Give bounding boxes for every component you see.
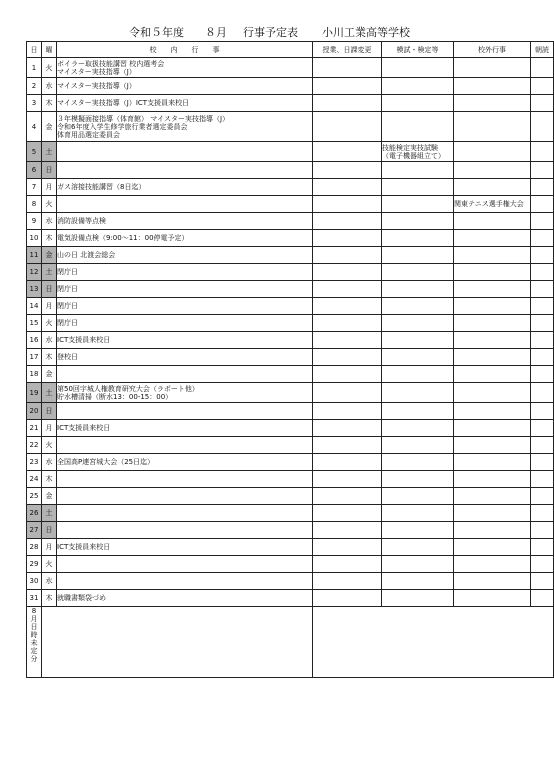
header-class-changes: 授業、日課変更 [313,42,382,58]
schedule-row [27,349,554,366]
outside-event-cell [454,95,531,112]
weekday-cell: 日 [42,281,57,298]
exam-cell [382,78,454,95]
page-title [0,26,539,40]
class-change-cell [313,539,382,556]
class-change-cell [313,247,382,264]
day-cell: 16 [27,332,42,349]
morning-reading-cell [531,281,554,298]
exam-cell [382,420,454,437]
morning-reading-cell [531,162,554,179]
outside-event-cell [454,383,531,403]
school-event-cell [57,522,313,539]
title-era-year: 令和５年度 [129,26,184,39]
schedule-table [26,41,554,678]
schedule-row [27,213,554,230]
day-cell: 4 [27,112,42,142]
school-event-cell [57,162,313,179]
day-cell: 22 [27,437,42,454]
morning-reading-cell [531,366,554,383]
class-change-cell [313,383,382,403]
exam-cell [382,95,454,112]
school-event-cell [57,471,313,488]
weekday-cell: 木 [42,230,57,247]
schedule-row [27,573,554,590]
day-cell: 1 [27,58,42,78]
exam-cell [382,366,454,383]
morning-reading-cell [531,196,554,213]
exam-cell [382,58,454,78]
exam-cell [382,213,454,230]
outside-event-cell [454,332,531,349]
schedule-row [27,420,554,437]
morning-reading-cell [531,454,554,471]
day-cell: 20 [27,403,42,420]
weekday-cell: 木 [42,471,57,488]
undetermined-label [27,607,42,678]
day-cell: 2 [27,78,42,95]
day-cell: 17 [27,349,42,366]
day-cell: 23 [27,454,42,471]
undetermined-label-char: 分 [30,655,38,663]
exam-cell: 技能検定実技試験 （電子機器組立て） [382,142,454,162]
class-change-cell [313,590,382,607]
title-school: 小川工業高等学校 [322,26,410,39]
day-cell: 24 [27,471,42,488]
outside-event-cell [454,488,531,505]
school-event-cell: 全国高P連宮城大会（25日迄） [57,454,313,471]
school-event-cell: 閉庁日 [57,298,313,315]
day-cell: 27 [27,522,42,539]
day-cell: 12 [27,264,42,281]
header-row [27,42,554,58]
undetermined-label-char: 定 [30,647,38,655]
school-event-cell [57,488,313,505]
weekday-cell: 水 [42,213,57,230]
exam-cell [382,247,454,264]
weekday-cell: 火 [42,315,57,332]
schedule-row [27,590,554,607]
weekday-cell: 月 [42,298,57,315]
schedule-row [27,78,554,95]
morning-reading-cell [531,78,554,95]
title-doc-name: 行事予定表 [243,26,298,39]
morning-reading-cell [531,264,554,281]
exam-cell [382,112,454,142]
undetermined-row [27,607,554,678]
weekday-cell: 水 [42,573,57,590]
outside-event-cell [454,78,531,95]
school-event-cell: 閉庁日 [57,315,313,332]
class-change-cell [313,58,382,78]
outside-event-cell [454,471,531,488]
outside-event-cell [454,179,531,196]
school-event-cell: マイスター実技指導（J） [57,78,313,95]
day-cell: 7 [27,179,42,196]
class-change-cell [313,264,382,281]
schedule-row [27,264,554,281]
schedule-row [27,196,554,213]
day-cell: 10 [27,230,42,247]
morning-reading-cell [531,230,554,247]
weekday-cell: 日 [42,403,57,420]
schedule-row [27,454,554,471]
schedule-row [27,383,554,403]
morning-reading-cell [531,522,554,539]
schedule-row [27,488,554,505]
school-event-cell: 山の日 北渡会総会 [57,247,313,264]
morning-reading-cell [531,315,554,332]
class-change-cell [313,437,382,454]
exam-cell [382,488,454,505]
class-change-cell [313,573,382,590]
class-change-cell [313,196,382,213]
outside-event-cell [454,315,531,332]
class-change-cell [313,230,382,247]
header-dow: 曜 [42,42,57,58]
outside-event-cell [454,505,531,522]
day-cell: 11 [27,247,42,264]
morning-reading-cell [531,298,554,315]
morning-reading-cell [531,471,554,488]
morning-reading-cell [531,437,554,454]
exam-cell [382,162,454,179]
schedule-row [27,556,554,573]
school-event-cell: 閉庁日 [57,281,313,298]
exam-cell [382,315,454,332]
exam-cell [382,454,454,471]
schedule-row [27,58,554,78]
weekday-cell: 金 [42,488,57,505]
schedule-row [27,142,554,162]
outside-event-cell [454,112,531,142]
exam-cell [382,230,454,247]
class-change-cell [313,556,382,573]
outside-event-cell [454,281,531,298]
day-cell: 9 [27,213,42,230]
schedule-row [27,471,554,488]
morning-reading-cell [531,213,554,230]
day-cell: 28 [27,539,42,556]
day-cell: 5 [27,142,42,162]
day-cell: 14 [27,298,42,315]
schedule-row [27,230,554,247]
day-cell: 15 [27,315,42,332]
day-cell: 13 [27,281,42,298]
exam-cell [382,383,454,403]
class-change-cell [313,179,382,196]
class-change-cell [313,349,382,366]
exam-cell [382,298,454,315]
day-cell: 19 [27,383,42,403]
morning-reading-cell [531,95,554,112]
weekday-cell: 日 [42,162,57,179]
class-change-cell [313,78,382,95]
exam-cell [382,437,454,454]
class-change-cell [313,213,382,230]
day-cell: 3 [27,95,42,112]
outside-event-cell [454,247,531,264]
day-cell: 18 [27,366,42,383]
weekday-cell: 木 [42,590,57,607]
school-event-cell [57,142,313,162]
class-change-cell [313,298,382,315]
day-cell: 21 [27,420,42,437]
weekday-cell: 土 [42,142,57,162]
weekday-cell: 火 [42,196,57,213]
class-change-cell [313,315,382,332]
morning-reading-cell [531,556,554,573]
weekday-cell: 木 [42,95,57,112]
schedule-row [27,522,554,539]
day-cell: 8 [27,196,42,213]
exam-cell [382,505,454,522]
morning-reading-cell [531,332,554,349]
school-event-cell [57,366,313,383]
morning-reading-cell [531,539,554,556]
exam-cell [382,471,454,488]
class-change-cell [313,505,382,522]
class-change-cell [313,112,382,142]
undetermined-other-cell [313,607,554,678]
exam-cell [382,573,454,590]
schedule-row [27,298,554,315]
morning-reading-cell [531,573,554,590]
class-change-cell [313,471,382,488]
schedule-row [27,505,554,522]
class-change-cell [313,420,382,437]
school-event-cell [57,196,313,213]
morning-reading-cell [531,590,554,607]
outside-event-cell [454,264,531,281]
schedule-row [27,247,554,264]
exam-cell [382,179,454,196]
weekday-cell: 月 [42,179,57,196]
weekday-cell: 火 [42,556,57,573]
undetermined-label-char: 8 [31,607,37,615]
school-event-cell: ボイラー取扱技能講習 校内選考会 マイスター実技指導（J） [57,58,313,78]
school-event-cell: マイスター実技指導（J）ICT支援員来校日 [57,95,313,112]
morning-reading-cell [531,505,554,522]
header-morning-reading: 朝読 [531,42,554,58]
outside-event-cell [454,403,531,420]
morning-reading-cell [531,58,554,78]
weekday-cell: 月 [42,420,57,437]
weekday-cell: 土 [42,383,57,403]
weekday-cell: 火 [42,58,57,78]
school-event-cell: ３年模擬面接指導（体育館） マイスター実技指導（J） 令和6年度入学生修学旅行業者選定委員会 体育用品選定委員会 [57,112,313,142]
schedule-row [27,437,554,454]
class-change-cell [313,142,382,162]
outside-event-cell [454,556,531,573]
exam-cell [382,332,454,349]
day-cell: 25 [27,488,42,505]
school-event-cell: 消防設備等点検 [57,213,313,230]
day-cell: 29 [27,556,42,573]
weekday-cell: 金 [42,112,57,142]
morning-reading-cell [531,112,554,142]
undetermined-events-cell [42,607,313,678]
class-change-cell [313,332,382,349]
morning-reading-cell [531,349,554,366]
school-event-cell: 第50回宇城人権教育研究大会（ラポート他） 貯水槽清掃（断水13：00-15：00） [57,383,313,403]
morning-reading-cell [531,488,554,505]
weekday-cell: 月 [42,539,57,556]
school-event-cell: 登校日 [57,349,313,366]
schedule-row [27,179,554,196]
header-outside-events: 校外行事 [454,42,531,58]
school-event-cell: ガス溶接技能講習（8日迄） [57,179,313,196]
morning-reading-cell [531,142,554,162]
school-event-cell: 電気設備点検（9:00～11：00停電予定） [57,230,313,247]
morning-reading-cell [531,420,554,437]
outside-event-cell [454,539,531,556]
outside-event-cell [454,573,531,590]
weekday-cell: 土 [42,264,57,281]
school-event-cell: ICT支援員来校日 [57,420,313,437]
header-day: 日 [27,42,42,58]
undetermined-label-char: 日 [30,623,38,631]
outside-event-cell [454,298,531,315]
day-cell: 26 [27,505,42,522]
outside-event-cell [454,420,531,437]
day-cell: 30 [27,573,42,590]
exam-cell [382,281,454,298]
exam-cell [382,522,454,539]
weekday-cell: 水 [42,332,57,349]
morning-reading-cell [531,247,554,264]
school-event-cell: 閉庁日 [57,264,313,281]
class-change-cell [313,403,382,420]
outside-event-cell: 関東テニス選手権大会 [454,196,531,213]
class-change-cell [313,488,382,505]
weekday-cell: 土 [42,505,57,522]
undetermined-label-char: 時 [30,631,38,639]
school-event-cell [57,437,313,454]
school-event-cell: 就職書類袋づめ [57,590,313,607]
schedule-row [27,332,554,349]
day-cell: 6 [27,162,42,179]
schedule-row [27,95,554,112]
class-change-cell [313,454,382,471]
weekday-cell: 木 [42,349,57,366]
weekday-cell: 金 [42,247,57,264]
outside-event-cell [454,162,531,179]
title-month: ８月 [205,26,227,39]
class-change-cell [313,366,382,383]
outside-event-cell [454,349,531,366]
exam-cell [382,556,454,573]
outside-event-cell [454,58,531,78]
weekday-cell: 水 [42,78,57,95]
exam-cell [382,403,454,420]
weekday-cell: 水 [42,454,57,471]
schedule-row [27,162,554,179]
class-change-cell [313,162,382,179]
school-event-cell [57,573,313,590]
schedule-row [27,366,554,383]
school-event-cell [57,505,313,522]
schedule-row [27,112,554,142]
school-event-cell: ICT支援員来校日 [57,539,313,556]
class-change-cell [313,522,382,539]
outside-event-cell [454,213,531,230]
header-school-events: 校 内 行 事 [57,42,313,58]
weekday-cell: 日 [42,522,57,539]
exam-cell [382,196,454,213]
undetermined-label-char: 月 [30,615,38,623]
outside-event-cell [454,366,531,383]
school-event-cell [57,556,313,573]
class-change-cell [313,95,382,112]
schedule-row [27,403,554,420]
school-event-cell: ICT支援員来校日 [57,332,313,349]
undetermined-label-char: 未 [30,639,38,647]
header-exams: 模試・検定等 [382,42,454,58]
morning-reading-cell [531,403,554,420]
schedule-row [27,315,554,332]
weekday-cell: 金 [42,366,57,383]
outside-event-cell [454,454,531,471]
schedule-row [27,539,554,556]
class-change-cell [313,281,382,298]
weekday-cell: 火 [42,437,57,454]
outside-event-cell [454,230,531,247]
outside-event-cell [454,142,531,162]
schedule-row [27,281,554,298]
exam-cell [382,264,454,281]
morning-reading-cell [531,383,554,403]
exam-cell [382,590,454,607]
exam-cell [382,349,454,366]
day-cell: 31 [27,590,42,607]
morning-reading-cell [531,179,554,196]
outside-event-cell [454,590,531,607]
exam-cell [382,539,454,556]
outside-event-cell [454,437,531,454]
outside-event-cell [454,522,531,539]
school-event-cell [57,403,313,420]
